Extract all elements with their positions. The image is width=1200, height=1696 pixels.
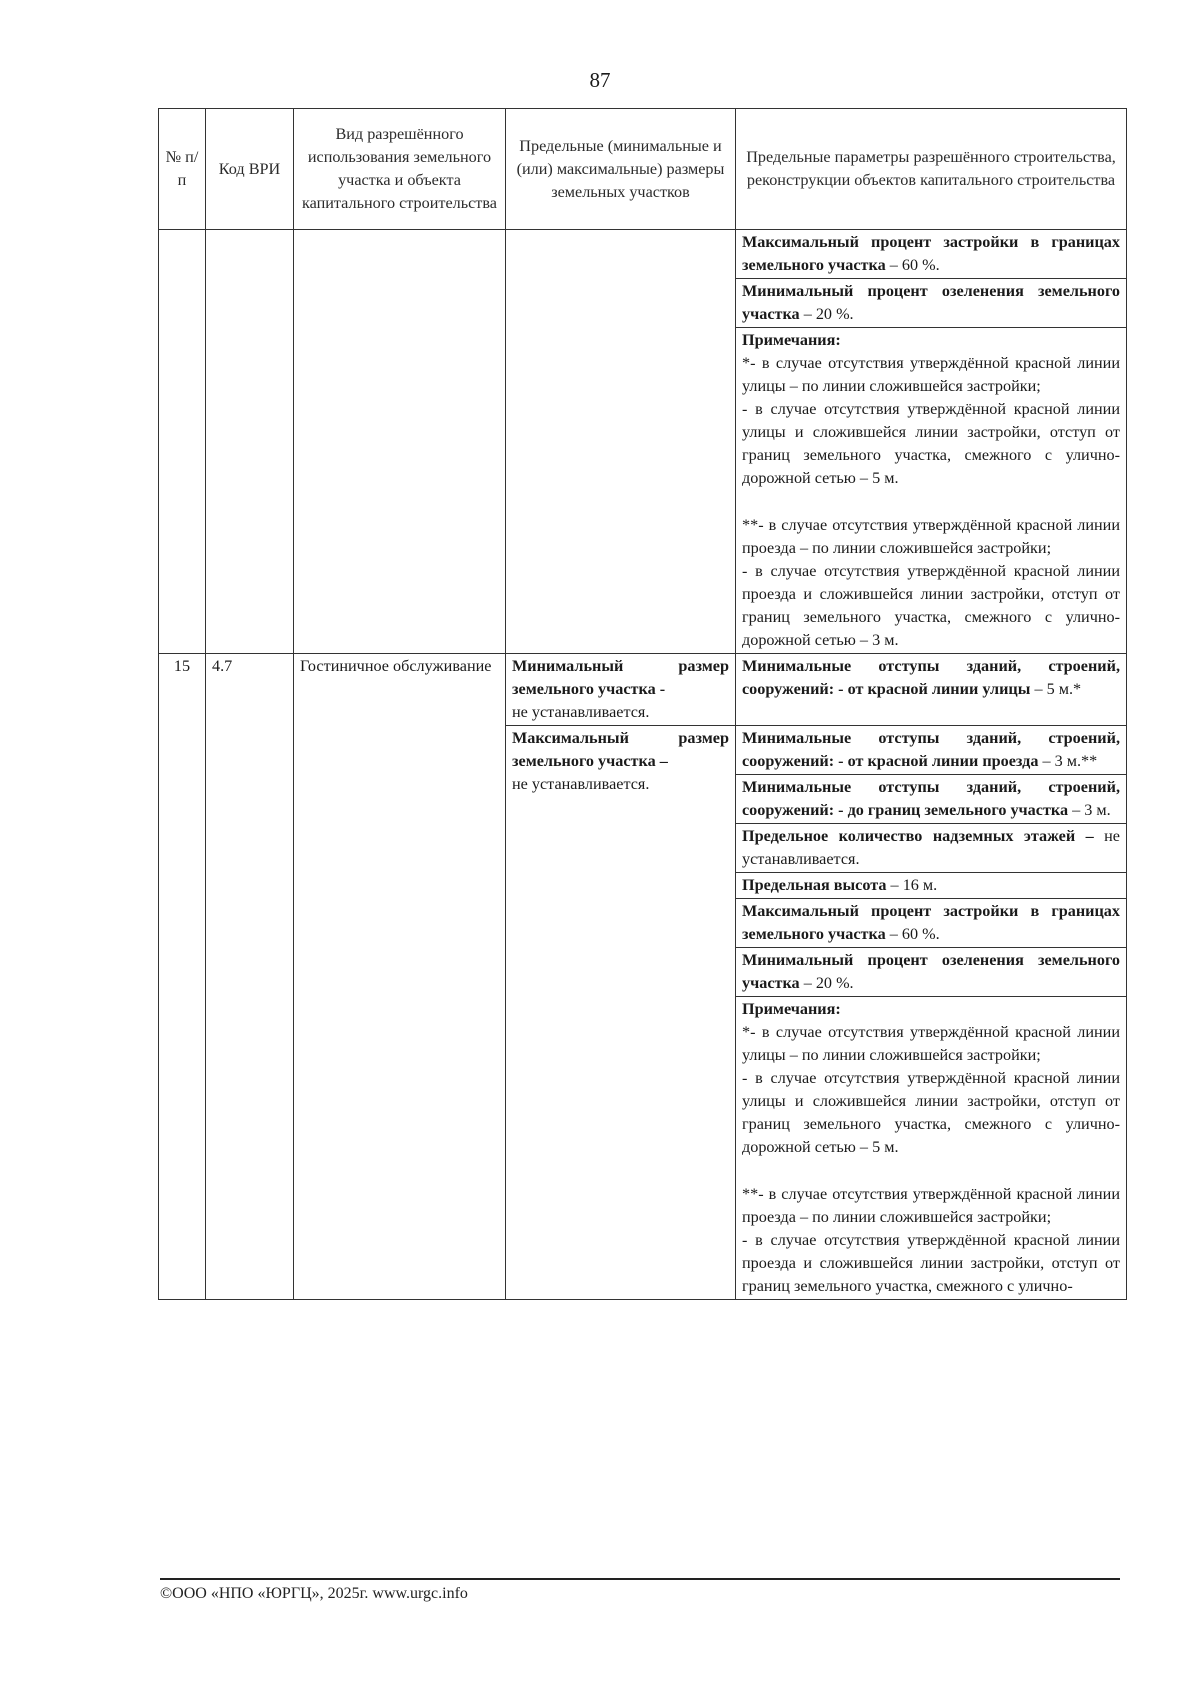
header-use-type: Вид разрешённого использования земельного участка и объекта капитального строительства bbox=[294, 109, 506, 230]
footer-copyright: ©ООО «НПО «ЮРГЦ», 2025г. www.urgc.info bbox=[160, 1585, 468, 1602]
min-land-size: Минимальный размер земельного участка - не устанавливается. bbox=[506, 654, 736, 726]
param-height: Предельная высота – 16 м. bbox=[736, 873, 1127, 899]
param-setback-passage: Минимальные отступы зданий, строений, сооружений: - от красной линии проезда – 3 м.** bbox=[736, 726, 1127, 775]
note-item: - в случае отсутствия утверждённой красной линии проезда и сложившейся линии застройки, отступ от границ земельного участка, смежного с улично- bbox=[742, 1231, 1120, 1295]
table-row bbox=[159, 230, 1127, 279]
header-num: № п/п bbox=[159, 109, 206, 230]
page-number: 87 bbox=[589, 68, 611, 92]
note-item: **- в случае отсутствия утверждённой красной линии проезда – по линии сложившейся застройки; bbox=[742, 1185, 1120, 1226]
table-row bbox=[159, 654, 1127, 726]
notes-block bbox=[736, 997, 1127, 1300]
table-header-row bbox=[159, 109, 1127, 230]
notes-title: Примечания: bbox=[742, 331, 841, 349]
notes-block bbox=[736, 328, 1127, 654]
notes-title: Примечания: bbox=[742, 1000, 841, 1018]
param-min-green-pct: Минимальный процент озеленения земельного участка – 20 %. bbox=[736, 948, 1127, 997]
row-number: 15 bbox=[159, 654, 206, 1300]
note-item: - в случае отсутствия утверждённой красной линии проезда и сложившейся линии застройки, отступ от границ земельного участка, смежного с улично-дорожной сетью – 3 м. bbox=[742, 562, 1120, 649]
param-max-building-pct: Максимальный процент застройки в границах земельного участка – 60 %. bbox=[736, 899, 1127, 948]
row-code: 4.7 bbox=[206, 654, 294, 1300]
param-max-building-pct: Максимальный процент застройки в границах земельного участка – 60 %. bbox=[736, 230, 1127, 279]
header-land-size: Предельные (минимальные и (или) максимальные) размеры земельных участков bbox=[506, 109, 736, 230]
note-item: - в случае отсутствия утверждённой красной линии улицы и сложившейся линии застройки, отступ от границ земельного участка, смежного с улично-дорожной сетью – 5 м. bbox=[742, 400, 1120, 487]
param-floors: Предельное количество надземных этажей – не устанавливается. bbox=[736, 824, 1127, 873]
header-code: Код ВРИ bbox=[206, 109, 294, 230]
note-item: *- в случае отсутствия утверждённой красной линии улицы – по линии сложившейся застройки; bbox=[742, 354, 1120, 395]
row-use-type: Гостиничное обслуживание bbox=[294, 654, 506, 1300]
regulations-table bbox=[158, 108, 1127, 1300]
note-item: **- в случае отсутствия утверждённой красной линии проезда – по линии сложившейся застройки; bbox=[742, 516, 1120, 557]
note-item: *- в случае отсутствия утверждённой красной линии улицы – по линии сложившейся застройки; bbox=[742, 1023, 1120, 1064]
note-item: - в случае отсутствия утверждённой красной линии улицы и сложившейся линии застройки, отступ от границ земельного участка, смежного с улично-дорожной сетью – 5 м. bbox=[742, 1069, 1120, 1156]
param-setback-street: Минимальные отступы зданий, строений, сооружений: - от красной линии улицы – 5 м.* bbox=[736, 654, 1127, 726]
param-setback-boundary: Минимальные отступы зданий, строений, сооружений: - до границ земельного участка – 3 м. bbox=[736, 775, 1127, 824]
footer-divider bbox=[160, 1578, 1120, 1580]
max-land-size: Максимальный размер земельного участка – не устанавливается. bbox=[506, 726, 736, 1300]
param-min-green-pct: Минимальный процент озеленения земельного участка – 20 %. bbox=[736, 279, 1127, 328]
header-params: Предельные параметры разрешённого строительства, реконструкции объектов капитального строительства bbox=[736, 109, 1127, 230]
